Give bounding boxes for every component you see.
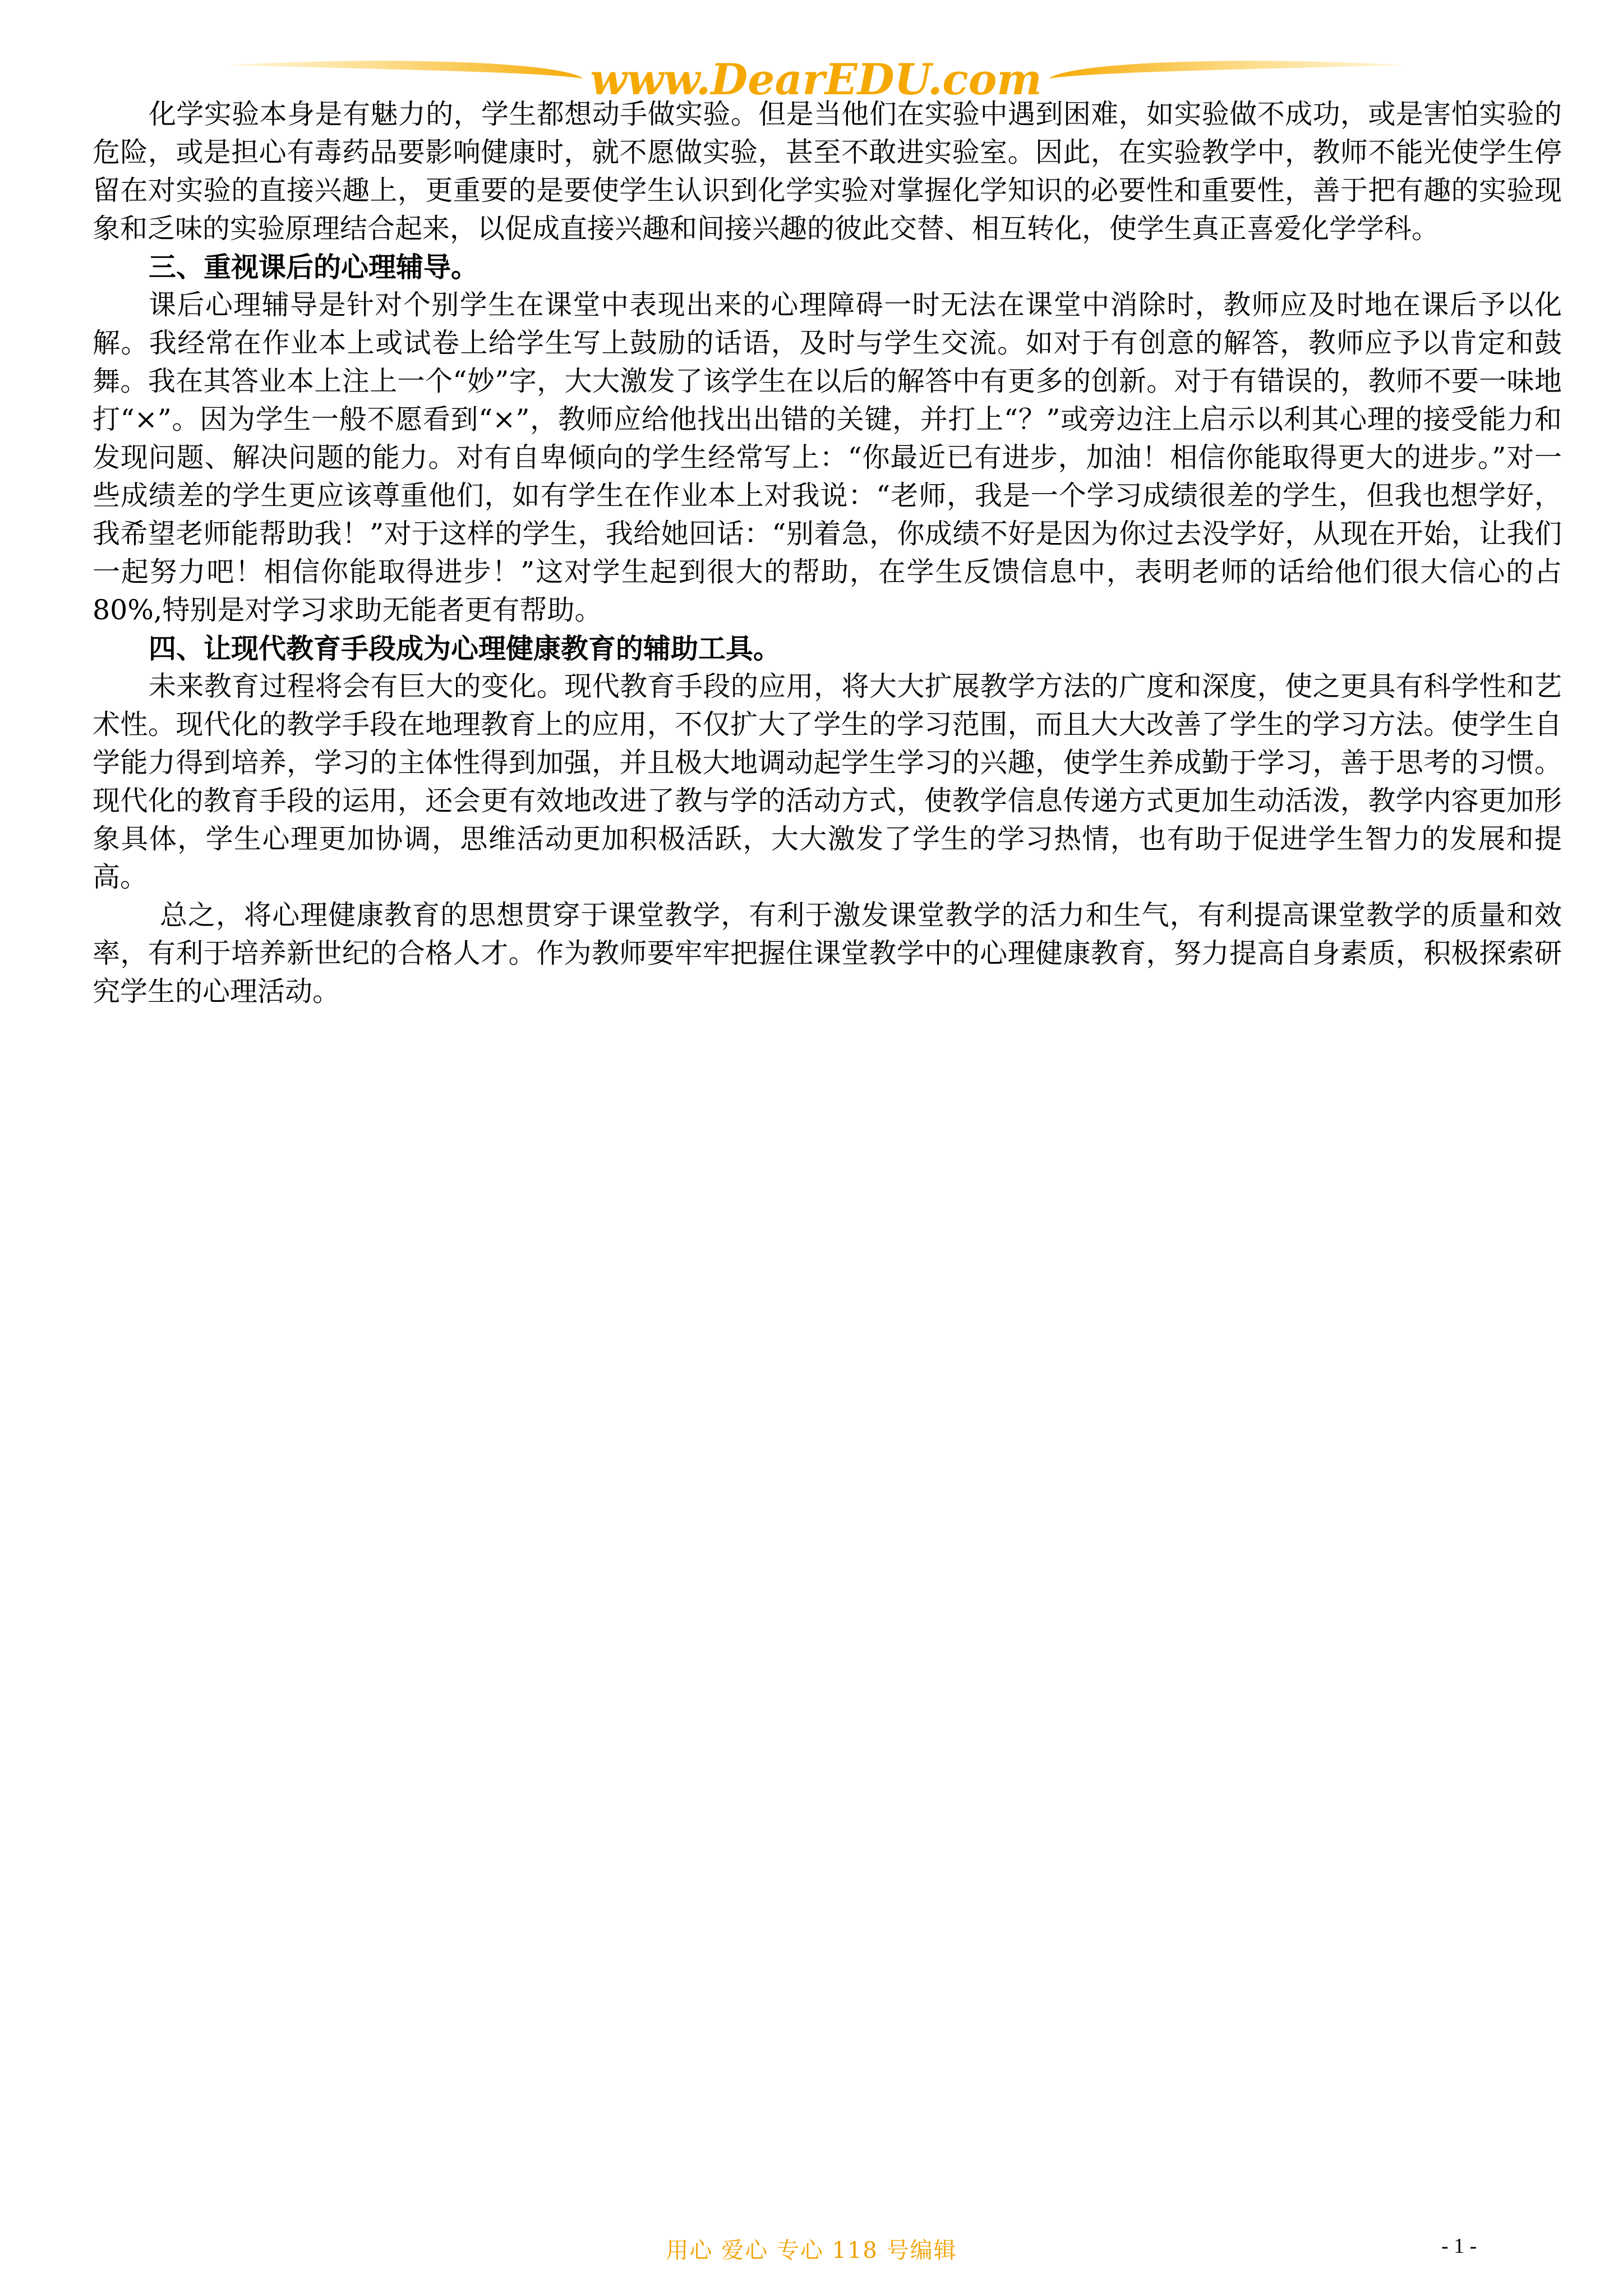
document-body — [93, 95, 1562, 1011]
paragraph-after-class-counseling: 课后心理辅导是针对个别学生在课堂中表现出来的心理障碍一时无法在课堂中消除时，教师应及时地在课后予以化解。我经常在作业本上或试卷上给学生写上鼓励的话语，及时与学生交流。如对于有创意的解答，教师应予以肯定和鼓舞。我在其答业本上注上一个“妙”字，大大激发了该学生在以后的解答中有更多的创新。对于有错误的，教师不要一味地打“×”。因为学生一般不愿看到“×”，教师应给他找出出错的关键，并打上“？”或旁边注上启示以利其心理的接受能力和发现问题、解决问题的能力。对有自卑倾向的学生经常写上：“你最近已有进步，加油！相信你能取得更大的进步。”对一些成绩差的学生更应该尊重他们，如有学生在作业本上对我说：“老师，我是一个学习成绩很差的学生，但我也想学好，我希望老师能帮助我！”对于这样的学生，我给她回话：“别着急，你成绩不好是因为你过去没学好，从现在开始，让我们一起努力吧！相信你能取得进步！”这对学生起到很大的帮助，在学生反馈信息中，表明老师的话给他们很大信心的占80%,特别是对学习求助无能者更有帮助。 — [93, 289, 1562, 626]
section-heading-4: 四、让现代教育手段成为心理健康教育的辅助工具。 — [149, 632, 781, 665]
header-site-name: www.DearEDU.com — [590, 54, 1042, 104]
footer-editor-note: 用心 爱心 专心 118 号编辑 — [666, 2238, 957, 2263]
section-heading-3: 三、重视课后的心理辅导。 — [149, 251, 479, 283]
paragraph-modern-education: 未来教育过程将会有巨大的变化。现代教育手段的应用，将大大扩展教学方法的广度和深度，使之更具有科学性和艺术性。现代化的教学手段在地理教育上的应用，不仅扩大了学生的学习范围，而且大大改善了学生的学习方法。使学生自学能力得到培养，学习的主体性得到加强，并且极大地调动起学生学习的兴趣，使学生养成勤于学习，善于思考的习惯。现代化的教育手段的运用，还会更有效地改进了教与学的活动方式，使教学信息传递方式更加生动活泼，教学内容更加形象具体，学生心理更加协调，思维活动更加积极活跃，大大激发了学生的学习热情，也有助于促进学生智力的发展和提高。 — [93, 670, 1562, 893]
page-number: - 1 - — [1441, 2234, 1477, 2258]
paragraph-conclusion: 总之，将心理健康教育的思想贯穿于课堂教学，有利于激发课堂教学的活力和生气，有利提高课堂教学的质量和效率，有利于培养新世纪的合格人才。作为教师要牢牢把握住课堂教学中的心理健康教育，努力提高自身素质，积极探索研究学生的心理活动。 — [93, 899, 1562, 1007]
paragraph-chemistry-experiment: 化学实验本身是有魅力的，学生都想动手做实验。但是当他们在实验中遇到困难，如实验做不成功，或是害怕实验的危险，或是担心有毒药品要影响健康时，就不愿做实验，甚至不敢进实验室。因此，在实验教学中，教师不能光使学生停留在对实验的直接兴趣上，更重要的是要使学生认识到化学实验对掌握化学知识的必要性和重要性，善于把有趣的实验现象和乏味的实验原理结合起来，以促成直接兴趣和间接兴趣的彼此交替、相互转化，使学生真正喜爱化学学科。 — [93, 98, 1562, 245]
